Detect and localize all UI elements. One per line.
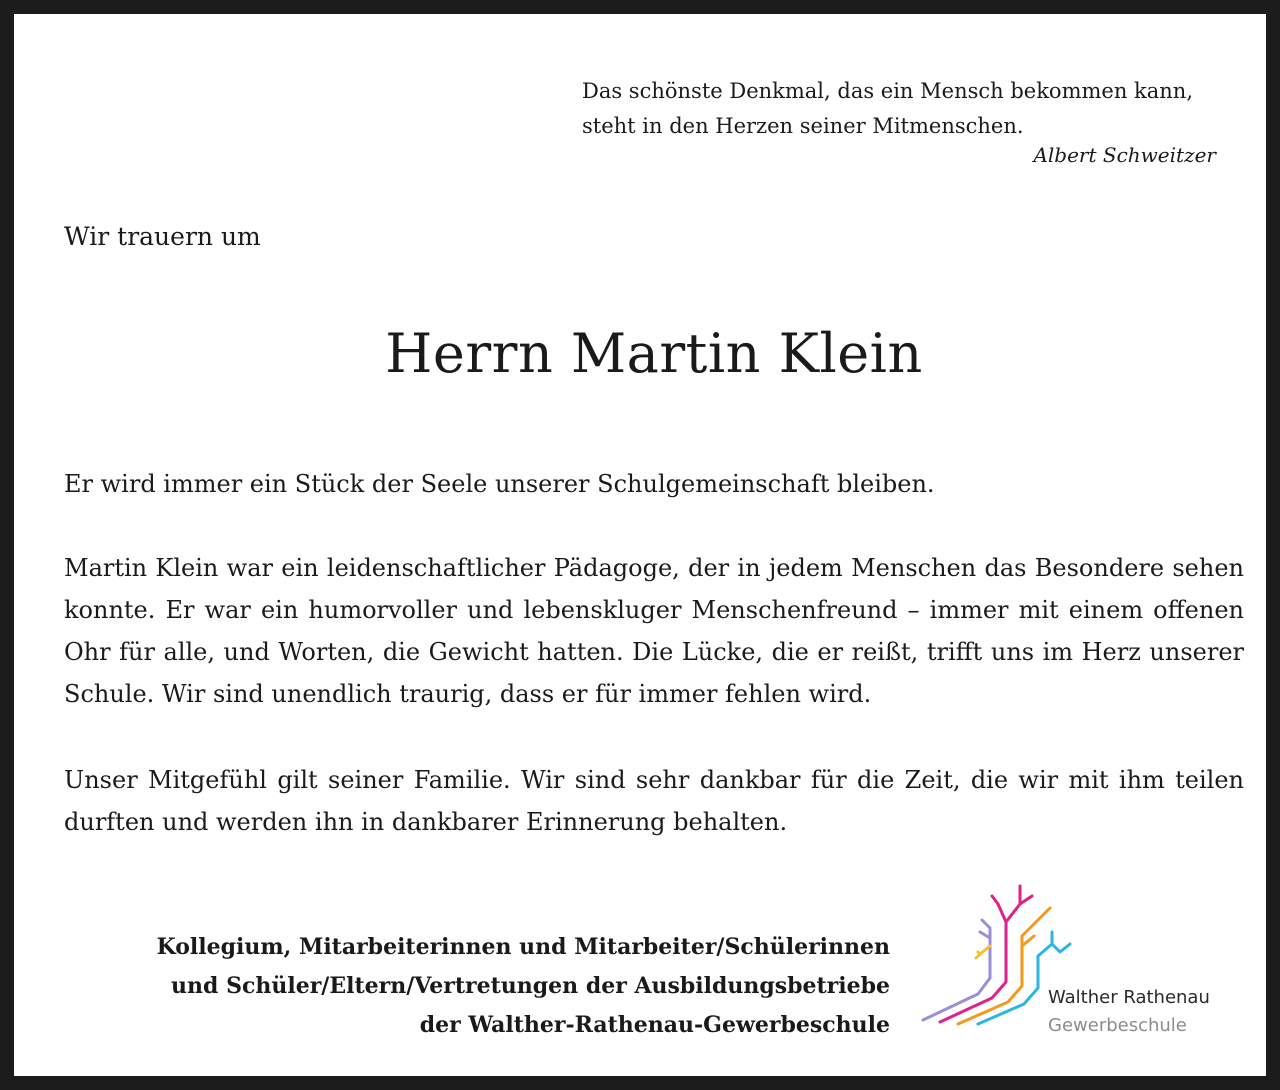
logo-line-magenta-branch-2	[992, 896, 998, 904]
logo-line-orange-branch	[1022, 936, 1034, 946]
logo-line-yellow-2	[976, 954, 980, 958]
logo-line-cyan	[978, 944, 1070, 1024]
signature	[64, 928, 890, 1045]
logo-subtitle: Gewerbeschule	[1048, 1015, 1187, 1036]
paragraph-2: Martin Klein war ein leidenschaftlicher Pädagoge, der in jedem Menschen das Besondere sehen konnte. Er war ein humorvoller und lebenskluger Menschenfreund – immer mit einem offenen Ohr für alle, und Worten, die Gewicht hatten. Die Lücke, die er reißt, trifft uns im Herz unserer Schule. Wir sind unendlich traurig, dass er für immer fehlen wird.	[64, 554, 1244, 708]
quote	[582, 74, 1244, 144]
intro-text: Wir trauern um	[64, 222, 261, 251]
quote-author: Albert Schweitzer	[1033, 143, 1216, 167]
quote-line-1: Das schönste Denkmal, das ein Mensch bekommen kann,	[582, 79, 1193, 103]
logo-line-magenta	[940, 904, 1006, 1022]
logo-line-magenta-top	[1006, 886, 1020, 922]
paragraph-1: Er wird immer ein Stück der Seele unserer Schulgemeinschaft bleiben.	[64, 470, 935, 498]
signature-line-3: der Walther-Rathenau-Gewerbeschule	[419, 1012, 890, 1038]
quote-line-2: steht in den Herzen seiner Mitmenschen.	[582, 114, 1024, 138]
paragraph-3: Unser Mitgefühl gilt seiner Familie. Wir sind sehr dankbar für die Zeit, die wir mit ihm teilen durften und werden ihn in dankbarer Erinnerung behalten.	[64, 766, 1244, 836]
logo-name: Walther Rathenau	[1048, 987, 1210, 1008]
deceased-name: Herrn Martin Klein	[385, 322, 923, 385]
signature-line-2: und Schüler/Eltern/Vertretungen der Ausbildungsbetriebe	[171, 973, 890, 999]
signature-line-1: Kollegium, Mitarbeiterinnen und Mitarbeiter/Schülerinnen	[156, 934, 890, 960]
logo-line-magenta-branch	[1020, 896, 1032, 904]
